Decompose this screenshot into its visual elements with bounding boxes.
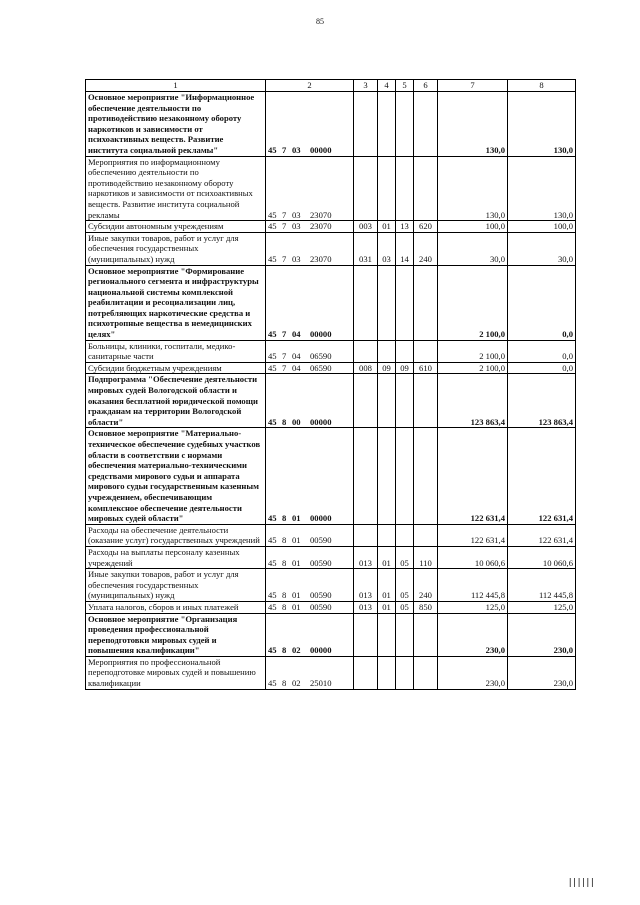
row-c4: 01 bbox=[378, 601, 396, 613]
row-amount-7: 10 060,6 bbox=[438, 546, 508, 568]
code-part: 45 bbox=[268, 678, 277, 689]
row-amount-7: 130,0 bbox=[438, 156, 508, 221]
row-c6: 620 bbox=[414, 221, 438, 233]
row-code bbox=[266, 362, 354, 374]
row-amount-8: 130,0 bbox=[508, 92, 576, 157]
header-cell: 6 bbox=[414, 80, 438, 92]
row-c4 bbox=[378, 428, 396, 524]
row-name: Расходы на обеспечение деятельности (оказание услуг) государственных учреждений bbox=[86, 524, 266, 546]
table-row bbox=[86, 613, 576, 656]
row-amount-8: 125,0 bbox=[508, 601, 576, 613]
code-part: 00000 bbox=[310, 329, 332, 340]
row-code bbox=[266, 156, 354, 221]
code-part: 01 bbox=[292, 535, 301, 546]
row-c4: 09 bbox=[378, 362, 396, 374]
table-row bbox=[86, 232, 576, 265]
table-row bbox=[86, 601, 576, 613]
row-c4 bbox=[378, 524, 396, 546]
table-row bbox=[86, 524, 576, 546]
table-row bbox=[86, 362, 576, 374]
row-c3: 013 bbox=[354, 601, 378, 613]
code-part: 06590 bbox=[310, 362, 332, 373]
row-c3: 031 bbox=[354, 232, 378, 265]
code-part: 45 bbox=[268, 253, 277, 264]
code-part: 00590 bbox=[310, 535, 332, 546]
row-amount-7: 30,0 bbox=[438, 232, 508, 265]
code-part: 7 bbox=[282, 144, 287, 155]
row-name: Основное мероприятие "Формирование регионального сегмента и инфраструктуры национальной системы комплексной реабилитации и ресоциализации лиц, потребляющих наркотические средства и психотропные вещества в немедицинских целях" bbox=[86, 265, 266, 340]
barcode: |||||| bbox=[567, 878, 594, 888]
row-c4 bbox=[378, 656, 396, 689]
row-c5 bbox=[396, 428, 414, 524]
code-part: 7 bbox=[282, 253, 287, 264]
header-cell: 4 bbox=[378, 80, 396, 92]
row-c6 bbox=[414, 428, 438, 524]
row-name: Уплата налогов, сборов и иных платежей bbox=[86, 601, 266, 613]
table-row bbox=[86, 92, 576, 157]
code-part: 23070 bbox=[310, 253, 332, 264]
code-part: 00000 bbox=[310, 645, 332, 656]
row-c6: 240 bbox=[414, 569, 438, 602]
row-code bbox=[266, 232, 354, 265]
row-amount-7: 122 631,4 bbox=[438, 524, 508, 546]
code-part: 8 bbox=[282, 645, 287, 656]
table-row bbox=[86, 221, 576, 233]
row-c5 bbox=[396, 340, 414, 362]
code-part: 00000 bbox=[310, 416, 332, 427]
row-c3 bbox=[354, 156, 378, 221]
row-c5 bbox=[396, 613, 414, 656]
row-code bbox=[266, 546, 354, 568]
code-part: 04 bbox=[292, 362, 301, 373]
row-name: Расходы на выплаты персоналу казенных учреждений bbox=[86, 546, 266, 568]
row-code bbox=[266, 613, 354, 656]
row-c4 bbox=[378, 340, 396, 362]
row-c4: 03 bbox=[378, 232, 396, 265]
row-amount-7: 2 100,0 bbox=[438, 362, 508, 374]
row-amount-7: 125,0 bbox=[438, 601, 508, 613]
row-c5: 05 bbox=[396, 546, 414, 568]
row-amount-7: 2 100,0 bbox=[438, 340, 508, 362]
row-amount-7: 230,0 bbox=[438, 613, 508, 656]
table-row bbox=[86, 546, 576, 568]
row-name: Иные закупки товаров, работ и услуг для обеспечения государственных (муниципальных) нужд bbox=[86, 569, 266, 602]
row-c5: 14 bbox=[396, 232, 414, 265]
code-part: 03 bbox=[292, 253, 301, 264]
row-c6: 110 bbox=[414, 546, 438, 568]
code-part: 7 bbox=[282, 329, 287, 340]
page-number: 85 bbox=[316, 17, 324, 26]
header-cell: 2 bbox=[266, 80, 354, 92]
row-c3: 003 bbox=[354, 221, 378, 233]
table-row bbox=[86, 569, 576, 602]
code-part: 45 bbox=[268, 416, 277, 427]
code-part: 01 bbox=[292, 601, 301, 612]
code-part: 8 bbox=[282, 557, 287, 568]
row-amount-7: 123 863,4 bbox=[438, 374, 508, 428]
code-part: 03 bbox=[292, 209, 301, 220]
code-part: 45 bbox=[268, 535, 277, 546]
row-name: Субсидии бюджетным учреждениям bbox=[86, 362, 266, 374]
row-c5 bbox=[396, 92, 414, 157]
row-amount-7: 100,0 bbox=[438, 221, 508, 233]
row-c4 bbox=[378, 613, 396, 656]
code-part: 45 bbox=[268, 221, 277, 232]
code-part: 7 bbox=[282, 221, 287, 232]
code-part: 00590 bbox=[310, 601, 332, 612]
row-name: Иные закупки товаров, работ и услуг для обеспечения государственных (муниципальных) нужд bbox=[86, 232, 266, 265]
row-c3: 008 bbox=[354, 362, 378, 374]
row-c3: 013 bbox=[354, 546, 378, 568]
table-row bbox=[86, 265, 576, 340]
code-part: 8 bbox=[282, 513, 287, 524]
header-cell: 8 bbox=[508, 80, 576, 92]
row-name: Основное мероприятие "Организация проведения профессиональной переподготовки мировых судей и повышения квалификации" bbox=[86, 613, 266, 656]
row-name: Основное мероприятие "Информационное обеспечение деятельности по противодействию незаконному обороту наркотиков и зависимости от психоактивных веществ. Развитие института социальной рекламы" bbox=[86, 92, 266, 157]
row-c6 bbox=[414, 374, 438, 428]
row-amount-8: 0,0 bbox=[508, 265, 576, 340]
table-row bbox=[86, 656, 576, 689]
row-c4: 01 bbox=[378, 221, 396, 233]
code-part: 00590 bbox=[310, 557, 332, 568]
table-row bbox=[86, 428, 576, 524]
row-c4 bbox=[378, 156, 396, 221]
row-c6 bbox=[414, 340, 438, 362]
row-code bbox=[266, 92, 354, 157]
row-c4: 01 bbox=[378, 546, 396, 568]
code-part: 01 bbox=[292, 557, 301, 568]
row-code bbox=[266, 340, 354, 362]
row-c6 bbox=[414, 156, 438, 221]
row-code bbox=[266, 428, 354, 524]
code-part: 45 bbox=[268, 590, 277, 601]
header-cell: 5 bbox=[396, 80, 414, 92]
code-part: 25010 bbox=[310, 678, 332, 689]
code-part: 45 bbox=[268, 513, 277, 524]
row-c3 bbox=[354, 340, 378, 362]
code-part: 01 bbox=[292, 513, 301, 524]
row-c3 bbox=[354, 613, 378, 656]
code-part: 8 bbox=[282, 535, 287, 546]
row-c3 bbox=[354, 428, 378, 524]
row-c6 bbox=[414, 265, 438, 340]
code-part: 8 bbox=[282, 678, 287, 689]
code-part: 03 bbox=[292, 144, 301, 155]
row-c5: 05 bbox=[396, 569, 414, 602]
row-code bbox=[266, 524, 354, 546]
code-part: 00590 bbox=[310, 590, 332, 601]
table-row bbox=[86, 340, 576, 362]
row-c4 bbox=[378, 265, 396, 340]
row-name: Мероприятия по информационному обеспечению деятельности по противодействию незаконному обороту наркотиков и зависимости от психоактивных веществ. Развитие института социальной рекламы bbox=[86, 156, 266, 221]
row-name: Субсидии автономным учреждениям bbox=[86, 221, 266, 233]
row-c5 bbox=[396, 524, 414, 546]
row-amount-8: 230,0 bbox=[508, 656, 576, 689]
row-amount-8: 100,0 bbox=[508, 221, 576, 233]
row-c5: 05 bbox=[396, 601, 414, 613]
row-amount-7: 112 445,8 bbox=[438, 569, 508, 602]
row-c3 bbox=[354, 92, 378, 157]
header-cell: 1 bbox=[86, 80, 266, 92]
row-amount-8: 122 631,4 bbox=[508, 524, 576, 546]
row-name: Подпрограмма "Обеспечение деятельности мировых судей Вологодской области и оказания бесплатной юридической помощи гражданам на территории Вологодской области" bbox=[86, 374, 266, 428]
row-c5 bbox=[396, 374, 414, 428]
code-part: 00 bbox=[292, 416, 301, 427]
code-part: 02 bbox=[292, 678, 301, 689]
row-c6: 610 bbox=[414, 362, 438, 374]
row-c4 bbox=[378, 374, 396, 428]
row-name: Больницы, клиники, госпитали, медико-санитарные части bbox=[86, 340, 266, 362]
row-c3 bbox=[354, 374, 378, 428]
row-name: Основное мероприятие "Материально-техническое обеспечение судебных участков области в соответствии с нормами обеспечения материально-техническими средствами мирового судьи и аппарата мирового судьи государственным казенным учреждением, обеспечивающим комплексное обеспечение деятельности мировых судей области" bbox=[86, 428, 266, 524]
row-c5 bbox=[396, 265, 414, 340]
code-part: 45 bbox=[268, 144, 277, 155]
code-part: 7 bbox=[282, 351, 287, 362]
code-part: 8 bbox=[282, 601, 287, 612]
code-part: 04 bbox=[292, 351, 301, 362]
row-c6 bbox=[414, 613, 438, 656]
row-code bbox=[266, 656, 354, 689]
row-c6 bbox=[414, 92, 438, 157]
code-part: 45 bbox=[268, 329, 277, 340]
code-part: 45 bbox=[268, 557, 277, 568]
table-row bbox=[86, 156, 576, 221]
code-part: 45 bbox=[268, 209, 277, 220]
code-part: 06590 bbox=[310, 351, 332, 362]
code-part: 7 bbox=[282, 209, 287, 220]
row-amount-8: 0,0 bbox=[508, 340, 576, 362]
row-code bbox=[266, 601, 354, 613]
code-part: 45 bbox=[268, 601, 277, 612]
code-part: 7 bbox=[282, 362, 287, 373]
row-c3 bbox=[354, 524, 378, 546]
row-amount-7: 230,0 bbox=[438, 656, 508, 689]
code-part: 00000 bbox=[310, 513, 332, 524]
header-cell: 7 bbox=[438, 80, 508, 92]
row-amount-7: 122 631,4 bbox=[438, 428, 508, 524]
row-c3 bbox=[354, 656, 378, 689]
code-part: 8 bbox=[282, 416, 287, 427]
row-c3: 013 bbox=[354, 569, 378, 602]
row-c6: 850 bbox=[414, 601, 438, 613]
row-c4 bbox=[378, 92, 396, 157]
code-part: 45 bbox=[268, 645, 277, 656]
code-part: 01 bbox=[292, 590, 301, 601]
row-c5: 13 bbox=[396, 221, 414, 233]
code-part: 45 bbox=[268, 351, 277, 362]
row-c5: 09 bbox=[396, 362, 414, 374]
header-row bbox=[86, 80, 576, 92]
header-cell: 3 bbox=[354, 80, 378, 92]
row-amount-7: 130,0 bbox=[438, 92, 508, 157]
row-c6 bbox=[414, 656, 438, 689]
row-code bbox=[266, 374, 354, 428]
code-part: 04 bbox=[292, 329, 301, 340]
row-code bbox=[266, 569, 354, 602]
code-part: 45 bbox=[268, 362, 277, 373]
row-amount-8: 10 060,6 bbox=[508, 546, 576, 568]
row-amount-8: 123 863,4 bbox=[508, 374, 576, 428]
row-amount-8: 230,0 bbox=[508, 613, 576, 656]
row-code bbox=[266, 265, 354, 340]
row-c4: 01 bbox=[378, 569, 396, 602]
row-c6: 240 bbox=[414, 232, 438, 265]
row-name: Мероприятия по профессиональной переподготовке мировых судей и повышению квалификации bbox=[86, 656, 266, 689]
row-amount-8: 30,0 bbox=[508, 232, 576, 265]
code-part: 00000 bbox=[310, 144, 332, 155]
code-part: 23070 bbox=[310, 221, 332, 232]
row-amount-8: 122 631,4 bbox=[508, 428, 576, 524]
code-part: 03 bbox=[292, 221, 301, 232]
code-part: 8 bbox=[282, 590, 287, 601]
row-c3 bbox=[354, 265, 378, 340]
row-amount-8: 130,0 bbox=[508, 156, 576, 221]
table-row bbox=[86, 374, 576, 428]
row-c6 bbox=[414, 524, 438, 546]
row-code bbox=[266, 221, 354, 233]
code-part: 23070 bbox=[310, 209, 332, 220]
code-part: 02 bbox=[292, 645, 301, 656]
row-c5 bbox=[396, 156, 414, 221]
row-amount-8: 0,0 bbox=[508, 362, 576, 374]
row-amount-7: 2 100,0 bbox=[438, 265, 508, 340]
table-body bbox=[86, 92, 576, 690]
row-amount-8: 112 445,8 bbox=[508, 569, 576, 602]
row-c5 bbox=[396, 656, 414, 689]
budget-table bbox=[85, 79, 576, 690]
